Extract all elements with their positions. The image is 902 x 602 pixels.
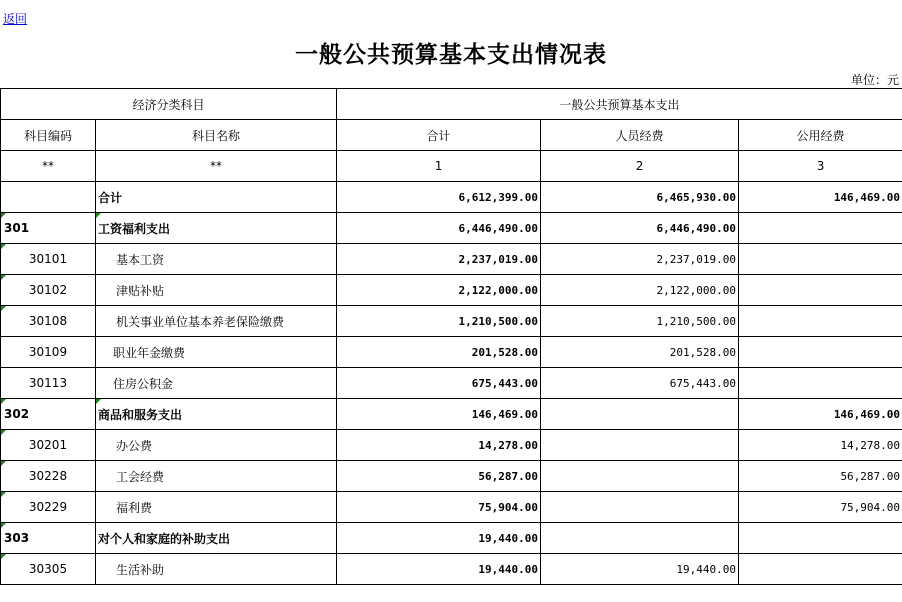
name-header: 科目名称	[96, 120, 337, 151]
table-row	[1, 275, 902, 306]
page-title: 一般公共预算基本支出情况表	[295, 41, 607, 68]
col-index-2: 2	[541, 151, 739, 182]
row-name: 住房公积金	[96, 368, 337, 399]
row-code: 30102	[1, 275, 96, 306]
back-link[interactable]: 返回	[3, 12, 28, 26]
row-code	[1, 182, 96, 213]
row-name: 基本工资	[96, 244, 337, 275]
table-row	[1, 337, 902, 368]
row-public	[739, 368, 902, 399]
row-public: 75,904.00	[739, 492, 902, 523]
row-name: 生活补助	[96, 554, 337, 585]
row-code: 30101	[1, 244, 96, 275]
personnel-header: 人员经费	[541, 120, 739, 151]
row-code: 30305	[1, 554, 96, 585]
row-public	[739, 554, 902, 585]
col-index-1: 1	[337, 151, 541, 182]
row-code: 30109	[1, 337, 96, 368]
row-total: 675,443.00	[337, 368, 541, 399]
row-name: 办公费	[96, 430, 337, 461]
basic-expense-header: 一般公共预算基本支出	[337, 89, 902, 120]
row-public	[739, 523, 902, 554]
row-name: 津贴补贴	[96, 275, 337, 306]
row-public	[739, 306, 902, 337]
row-public	[739, 244, 902, 275]
row-personnel	[541, 399, 739, 430]
row-total: 2,237,019.00	[337, 244, 541, 275]
row-code: 30113	[1, 368, 96, 399]
table-row	[1, 306, 902, 337]
row-code: 30228	[1, 461, 96, 492]
unit-label: 单位：元	[850, 73, 899, 87]
table-row	[1, 523, 902, 554]
row-code: 30229	[1, 492, 96, 523]
row-public: 56,287.00	[739, 461, 902, 492]
row-personnel	[541, 430, 739, 461]
header-row-2	[1, 120, 902, 151]
row-name: 合计	[96, 182, 337, 213]
table-row	[1, 182, 902, 213]
table-row	[1, 461, 902, 492]
row-public	[739, 275, 902, 306]
row-total: 2,122,000.00	[337, 275, 541, 306]
row-personnel: 1,210,500.00	[541, 306, 739, 337]
row-public: 14,278.00	[739, 430, 902, 461]
row-code: 303	[1, 523, 96, 554]
row-personnel: 2,122,000.00	[541, 275, 739, 306]
row-personnel: 675,443.00	[541, 368, 739, 399]
row-public: 146,469.00	[739, 182, 902, 213]
row-personnel: 6,465,930.00	[541, 182, 739, 213]
row-name: 工会经费	[96, 461, 337, 492]
row-personnel: 19,440.00	[541, 554, 739, 585]
row-total: 201,528.00	[337, 337, 541, 368]
code-mark: **	[1, 151, 96, 182]
row-name: 工资福利支出	[96, 213, 337, 244]
row-total: 19,440.00	[337, 523, 541, 554]
header-row-3	[1, 151, 902, 182]
header-row-1	[1, 89, 902, 120]
row-personnel: 2,237,019.00	[541, 244, 739, 275]
budget-table	[0, 88, 902, 585]
table-row	[1, 213, 902, 244]
row-personnel: 201,528.00	[541, 337, 739, 368]
code-header: 科目编码	[1, 120, 96, 151]
row-name: 职业年金缴费	[96, 337, 337, 368]
total-header: 合计	[337, 120, 541, 151]
row-total: 19,440.00	[337, 554, 541, 585]
row-personnel	[541, 461, 739, 492]
row-personnel: 6,446,490.00	[541, 213, 739, 244]
row-public	[739, 213, 902, 244]
row-code: 30201	[1, 430, 96, 461]
row-total: 75,904.00	[337, 492, 541, 523]
row-name: 机关事业单位基本养老保险缴费	[96, 306, 337, 337]
row-public	[739, 337, 902, 368]
row-name: 对个人和家庭的补助支出	[96, 523, 337, 554]
row-public: 146,469.00	[739, 399, 902, 430]
row-code: 302	[1, 399, 96, 430]
public-header: 公用经费	[739, 120, 902, 151]
table-row	[1, 399, 902, 430]
row-total: 14,278.00	[337, 430, 541, 461]
row-name: 商品和服务支出	[96, 399, 337, 430]
row-code: 301	[1, 213, 96, 244]
row-code: 30108	[1, 306, 96, 337]
econ-class-header: 经济分类科目	[1, 89, 337, 120]
row-personnel	[541, 523, 739, 554]
row-total: 1,210,500.00	[337, 306, 541, 337]
col-index-3: 3	[739, 151, 902, 182]
row-total: 6,612,399.00	[337, 182, 541, 213]
table-row	[1, 244, 902, 275]
table-row	[1, 554, 902, 585]
row-name: 福利费	[96, 492, 337, 523]
row-total: 56,287.00	[337, 461, 541, 492]
table-row	[1, 430, 902, 461]
row-total: 146,469.00	[337, 399, 541, 430]
row-personnel	[541, 492, 739, 523]
name-mark: **	[96, 151, 337, 182]
table-row	[1, 492, 902, 523]
row-total: 6,446,490.00	[337, 213, 541, 244]
table-row	[1, 368, 902, 399]
